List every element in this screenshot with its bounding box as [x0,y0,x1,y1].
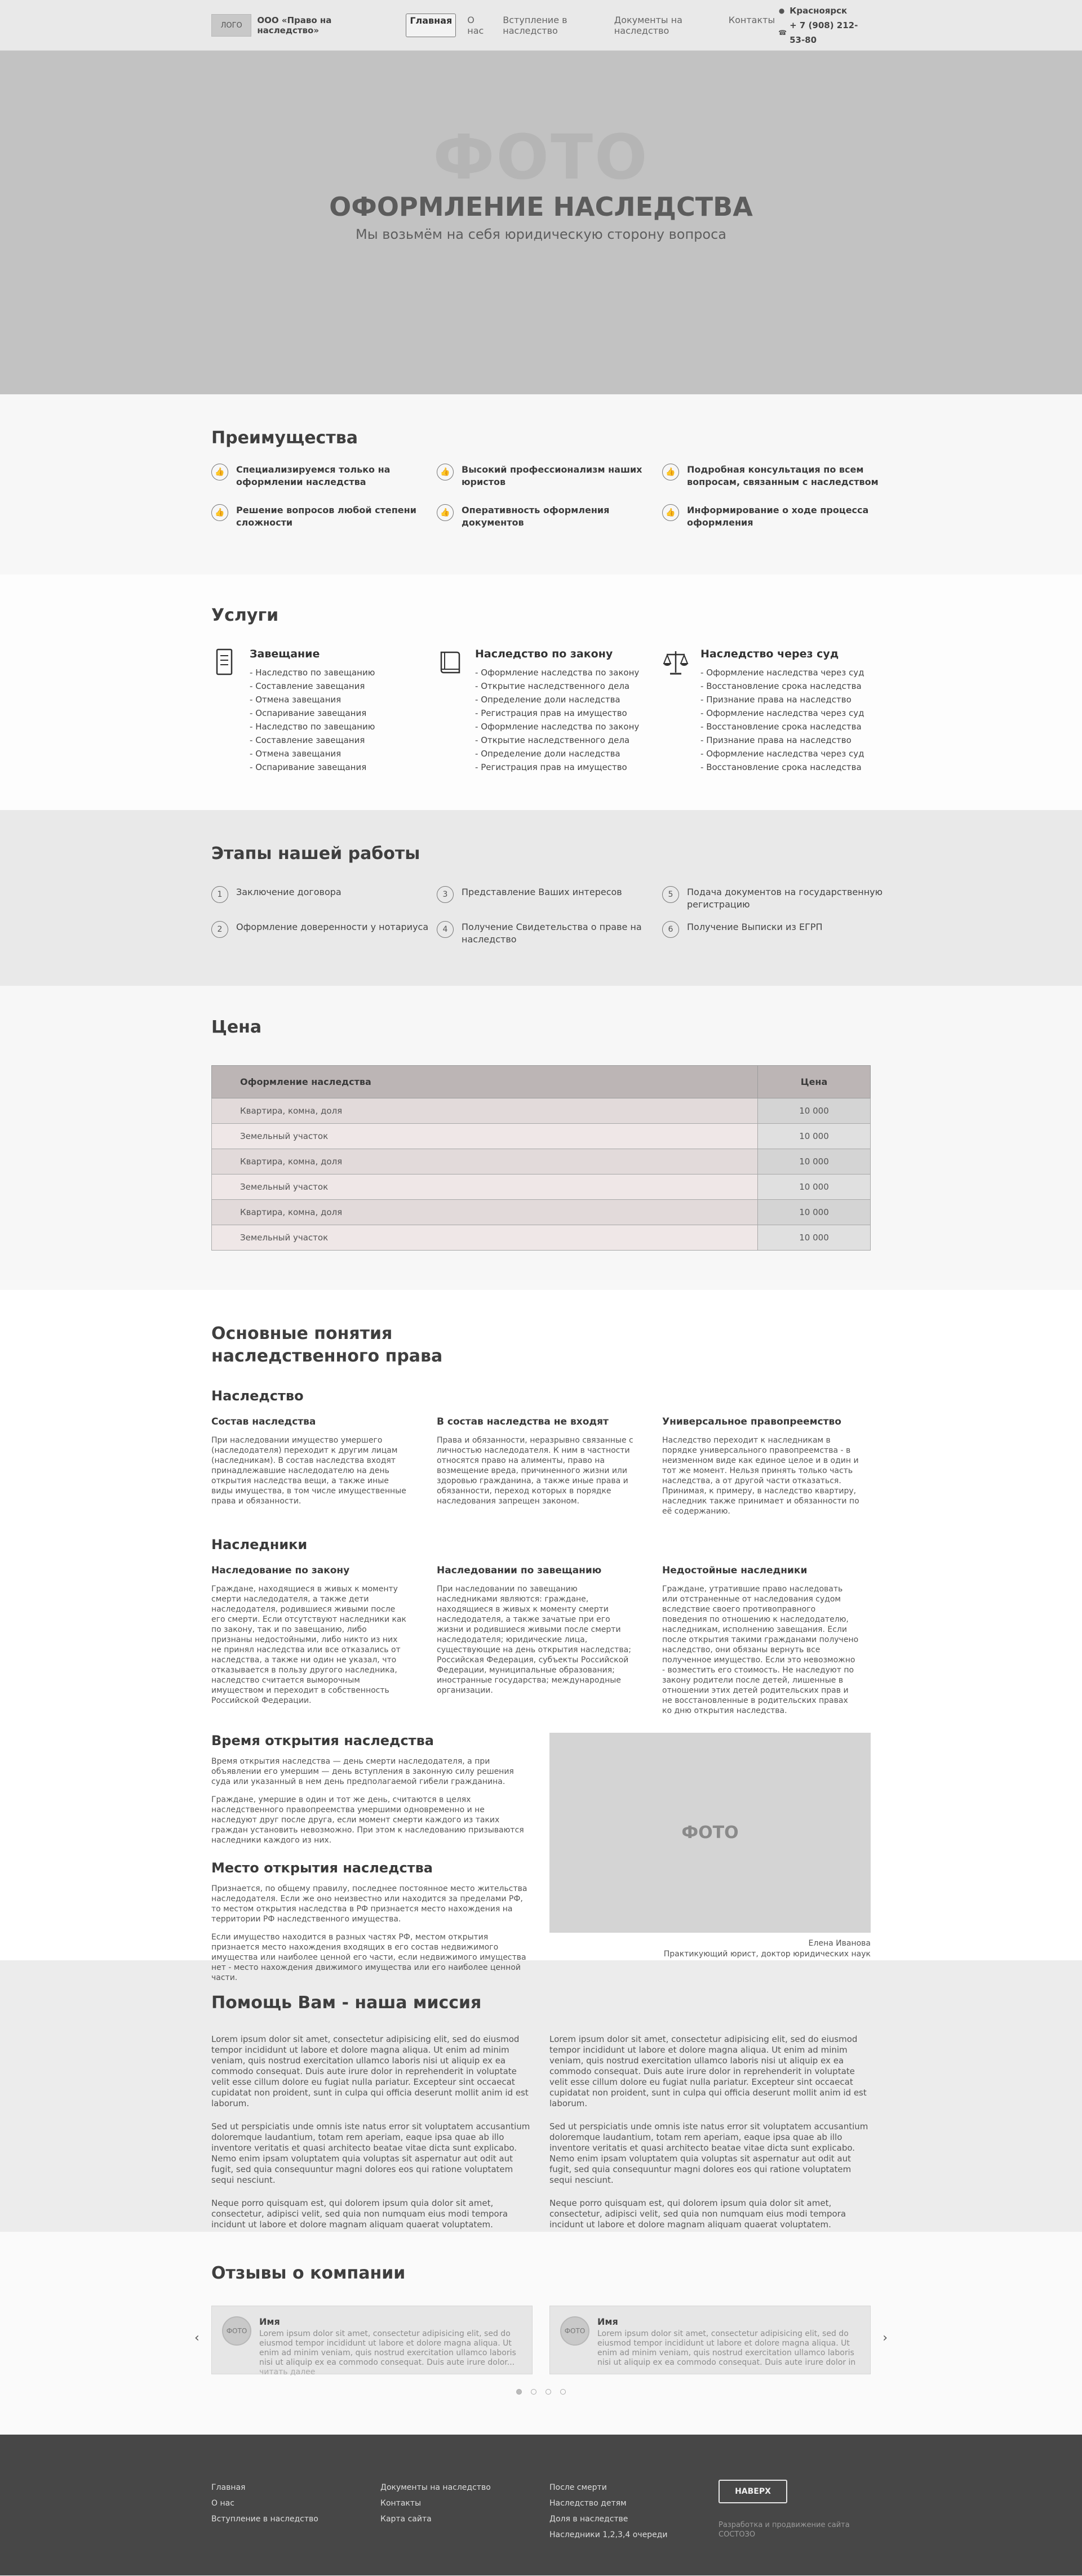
service-cell: Земельный участок [212,1174,758,1200]
concepts-title: Основные понятия наследственного права [211,1324,443,1366]
concept-text: При наследовании по завещанию наследниками являются: граждане, находящиеся в живых к моменту смерти наследодателя, а также зачатые при его жизни и родившиеся живыми после смерти наследодателя; юридические лица, существующие на день открытия наследства; Российская Федерация, субъекты Российской Федерации, муниципальные образования; иностранные государства; международные организации. [437,1585,631,1695]
phone-number[interactable]: + 7 (908) 212-53-80 [790,20,858,45]
services-title: Услуги [211,606,279,625]
hero-banner [0,51,1082,394]
carousel-next-button[interactable]: › [883,2331,888,2345]
advantage-item [211,504,437,529]
thumbs-up-icon: 👍 [662,464,679,481]
stage-text: Получение Свидетельства о праве на наследство [462,922,642,945]
footer-link[interactable]: Вступление в наследство [211,2515,318,2524]
review-card [211,2306,533,2377]
price-cell: 10 000 [758,1098,871,1124]
footer-link[interactable]: Наследники 1,2,3,4 очереди [549,2530,668,2539]
footer-link[interactable]: Документы на наследство [380,2483,491,2492]
stage-number: 3 [437,886,454,903]
opening-time-title: Время открытия наследства [211,1733,434,1749]
price-title: Цена [211,1017,262,1037]
nav-inheritance-entry[interactable]: Вступление в наследство [503,15,567,36]
footer [0,2435,1082,2575]
footer-column [549,2480,719,2543]
stage-text: Получение Выписки из ЕГРП [687,922,823,932]
read-more-link[interactable]: читать далее [259,2368,316,2377]
price-cell: 10 000 [758,1149,871,1174]
concept-heading: Наследовании по завещанию [437,1565,602,1576]
table-row [212,1149,871,1174]
scroll-top-button[interactable]: НАВЕРХ [719,2480,787,2503]
stage-number: 1 [211,886,228,903]
service-link[interactable]: - Отмена завещания [250,695,342,705]
stage-text: Заключение договора [236,887,342,897]
footer-column [380,2480,549,2543]
carousel-dot[interactable] [560,2389,566,2395]
nav-home[interactable]: Главная [406,14,456,37]
concept-block [437,1565,662,1716]
carousel-dot[interactable] [546,2389,551,2395]
review-text: Lorem ipsum dolor sit amet, consectetur adipisicing elit, sed do eiusmod tempor incididunt ut labore et dolore magna aliqua. Ut enim ad minim veniam, quis nostrud exercitation ullamco laboris nisi ut aliquip ex ea commodo consequat. Duis aute irure dolor... [259,2329,516,2367]
lawyer-photo-block [549,1733,871,1983]
service-link[interactable]: - Признание права на наследство [700,735,852,745]
concept-heading: Недостойные наследники [662,1565,808,1576]
mission-paragraph: Neque porro quisquam est, qui dolorem ipsum quia dolor sit amet, consectetur, adipisci velit, sed quia non numquam eius modi tempora incidunt ut labore et dolore magnam aliquam quaerat voluptatem. [211,2198,508,2230]
service-cell: Земельный участок [212,1225,758,1251]
mission-left-column [211,2034,533,2243]
service-cell: Квартира, комна, доля [212,1098,758,1124]
opening-time-text: Время открытия наследства — день смерти наследодателя, а при объявлении его умершим — день вступления в законную силу решения суда или указанный в нем день предполагаемой гибели гражданина. [211,1757,514,1786]
service-link[interactable]: - Составление завещания [250,735,365,745]
service-cell: Земельный участок [212,1124,758,1149]
main-nav [406,14,778,37]
advantage-item [662,464,888,488]
service-link[interactable]: - Восстановление срока наследства [700,681,862,691]
lawyer-role: Практикующий юрист, доктор юридических наук [663,1950,871,1959]
concept-text: Граждане, утратившие право наследовать или отстраненные от наследования судом вследствие своего противоправного поведения по отношению к наследодателю, наследникам, исполнению завещания. Если после открытия такими гражданами получено наследство, они обязаны вернуть все полученное имущество. Если это невозможно - возместить его стоимость. Не наследуют по закону родители после детей, лишенные в отношении этих детей родительских прав и не восстановленные в родительских правах ко дню открытия наследства. [662,1585,859,1715]
footer-link[interactable]: После смерти [549,2483,607,2492]
carousel-dot[interactable] [516,2389,522,2395]
mission-right-column [549,2034,871,2243]
footer-column [211,2480,380,2543]
scales-icon [662,648,689,677]
developer-credit[interactable]: Разработка и продвижение сайта СОСТОЗО [719,2521,850,2539]
advantage-item [437,464,662,488]
service-link[interactable]: - Составление завещания [250,681,365,691]
concepts-section [0,1290,1082,1982]
stage-item [211,921,437,956]
service-link[interactable]: - Открытие наследственного дела [475,681,630,691]
review-author: Имя [259,2316,280,2327]
concept-block [211,1565,437,1716]
advantage-text: Оперативность оформления документов [462,505,610,528]
reviews-section [0,2232,1082,2435]
column-header-price: Цена [758,1066,871,1098]
advantage-text: Решение вопросов любой степени сложности [236,505,416,528]
mission-paragraph: Neque porro quisquam est, qui dolorem ipsum quia dolor sit amet, consectetur, adipisci velit, sed quia non numquam eius modi tempora incidunt ut labore et dolore magnam aliquam quaerat voluptatem. [549,2198,846,2230]
city: Красноярск [790,6,848,16]
footer-link[interactable]: О нас [211,2499,234,2508]
stage-number: 5 [662,886,679,903]
price-cell: 10 000 [758,1174,871,1200]
service-link[interactable]: - Оформление наследства через суд [700,708,864,718]
price-table [211,1065,871,1251]
table-header-row [212,1066,871,1098]
inheritance-subtitle: Наследство [211,1388,304,1404]
table-row [212,1200,871,1225]
thumbs-up-icon: 👍 [662,504,679,521]
stage-item [437,886,662,921]
stage-number: 2 [211,921,228,938]
advantage-text: Подробная консультация по всем вопросам, связанным с наследством [687,464,879,487]
mission-paragraph: Lorem ipsum dolor sit amet, consectetur adipisicing elit, sed do eiusmod tempor incididunt ut labore et dolore magna aliqua. Ut enim ad minim veniam, quis nostrud exercitation ullamco laboris nisi ut aliquip ex ea commodo consequat. Duis aute irure dolor in reprehenderit in voluptate velit esse cillum dolore eu fugiat nulla pariatur. Excepteur sint occaecat cupidatat non proident, sunt in culpa qui officia deserunt mollit anim id est laborum. [211,2034,529,2108]
advantage-text: Специализируемся только на оформлении наследства [236,464,391,487]
heirs-subtitle: Наследники [211,1537,308,1552]
service-link[interactable]: - Оспаривание завещания [250,762,367,772]
service-title[interactable]: Завещание [250,648,320,660]
service-link[interactable]: - Наследство по завещанию [250,722,375,732]
advantage-item [662,504,888,529]
service-link[interactable]: - Регистрация прав на имущество [475,708,627,718]
service-link[interactable]: - Отмена завещания [250,749,342,759]
hero-title: ОФОРМЛЕНИЕ НАСЛЕДСТВА [329,192,753,222]
stage-item [211,886,437,921]
service-link[interactable]: - Оформление наследства по закону [475,668,640,678]
reviews-title: Отзывы о компании [211,2263,406,2283]
book-icon [437,648,464,677]
review-card [549,2306,871,2374]
photo-placeholder: ФОТО [549,1733,871,1933]
advantages-section [0,394,1082,575]
document-icon [211,648,238,677]
nav-about[interactable]: О нас [467,15,484,36]
column-header-service: Оформление наследства [212,1066,758,1098]
opening-place-text: Признается, по общему правилу, последнее постоянное место жительства наследодателя. Если же оно неизвестно или находится за пределами РФ, то местом открытия наследства в РФ признается место нахождения на территории РФ наследственного имущества. [211,1884,527,1924]
stage-text: Оформление доверенности у нотариуса [236,922,429,932]
thumbs-up-icon: 👍 [437,464,454,481]
concept-block [211,1416,437,1516]
avatar: ФОТО [222,2316,251,2346]
service-by-law [437,648,662,774]
table-row [212,1124,871,1149]
service-cell: Квартира, комна, доля [212,1200,758,1225]
review-text: Lorem ipsum dolor sit amet, consectetur adipisicing elit, sed do eiusmod tempor incididunt ut labore et dolore magna aliqua. Ut enim ad minim veniam, quis nostrud exercitation ullamco laboris nisi ut aliquip ex ea commodo consequat. Duis aute irure dolor in [597,2329,856,2367]
carousel-prev-button[interactable]: ‹ [194,2331,199,2345]
concept-text: Наследство переходит к наследникам в порядке универсального правопреемства - в неизменном виде как единое целое и в один и тот же момент. Нельзя принять только часть наследства, а от другой части отказаться. Принимая, к примеру, в наследство квартиру, наследник также принимает и обязанности по её содержанию. [662,1436,859,1516]
mission-paragraph: Lorem ipsum dolor sit amet, consectetur adipisicing elit, sed do eiusmod tempor incididunt ut labore et dolore magna aliqua. Ut enim ad minim veniam, quis nostrud exercitation ullamco laboris nisi ut aliquip ex ea commodo consequat. Duis aute irure dolor in reprehenderit in voluptate velit esse cillum dolore eu fugiat nulla pariatur. Excepteur sint occaecat cupidatat non proident, sunt in culpa qui officia deserunt mollit anim id est laborum. [549,2034,867,2108]
phone-icon: ☎ [778,29,787,37]
advantage-item [211,464,437,488]
avatar: ФОТО [560,2316,589,2346]
stage-text: Представление Ваших интересов [462,887,622,897]
photo-caption [549,1938,871,1960]
concept-block [662,1565,888,1716]
nav-documents[interactable]: Документы на наследство [614,15,682,36]
service-link[interactable]: - Открытие наследственного дела [475,735,630,745]
concept-heading: В состав наследства не входят [437,1416,609,1427]
mission-section [0,1960,1082,2232]
carousel-dots [211,2389,871,2395]
footer-link[interactable]: Карта сайта [380,2515,432,2524]
service-link[interactable]: - Определение доли наследства [475,749,620,759]
advantages-title: Преимущества [211,428,358,448]
footer-link[interactable]: Главная [211,2483,246,2492]
concept-text: При наследовании имущество умершего (наследодателя) переходит к другим лицам (наследникам). В состав наследства входят принадлежавшие наследодателю на день открытия наследства вещи, а также иные виды имущества, в том числе имущественные права и обязанности. [211,1436,406,1506]
concept-heading: Состав наследства [211,1416,316,1427]
services-section [0,575,1082,810]
lawyer-name: Елена Иванова [808,1939,871,1948]
stage-item [662,921,888,956]
stage-number: 4 [437,921,454,938]
concept-block [437,1416,662,1516]
service-will [211,648,437,774]
logo[interactable]: ЛОГО [211,14,251,37]
service-cell: Квартира, комна, доля [212,1149,758,1174]
review-author: Имя [597,2316,618,2327]
location-pin-icon: ● [778,7,785,15]
stage-item [662,886,888,921]
table-row [212,1174,871,1200]
service-link[interactable]: - Признание права на наследство [700,695,852,705]
stage-item [437,921,662,956]
service-title[interactable]: Наследство через суд [700,648,839,660]
footer-link[interactable]: Наследство детям [549,2499,627,2508]
thumbs-up-icon: 👍 [211,464,228,481]
thumbs-up-icon: 👍 [437,504,454,521]
service-link[interactable]: - Определение доли наследства [475,695,620,705]
opening-place-text: Если имущество находится в разных частях РФ, местом открытия признается место нахождения входящих в его состав недвижимого имущества или наиболее ценной его части, если недвижимого имущества нет - место нахождения движимого имущества или его наиболее ценной части. [211,1933,526,1982]
service-link[interactable]: - Оформление наследства через суд [700,749,864,759]
price-section [0,986,1082,1290]
concept-heading: Наследование по закону [211,1565,350,1576]
stages-title: Этапы нашей работы [211,844,420,864]
concept-heading: Универсальное правопреемство [662,1416,841,1427]
opening-info [211,1733,533,1983]
stages-section [0,810,1082,986]
service-title[interactable]: Наследство по закону [475,648,613,660]
service-link[interactable]: - Оформление наследства по закону [475,722,640,732]
table-row [212,1225,871,1251]
price-cell: 10 000 [758,1225,871,1251]
stage-text: Подача документов на государственную регистрацию [687,887,883,910]
concept-text: Граждане, находящиеся в живых к моменту смерти наследодателя, а также дети наследодателя, родившиеся живыми после его смерти. Если отсутствуют наследники как по закону, так и по завещанию, либо признаны недостойными, либо никто из них не принял наследства или все отказались от наследства, а также ни один не указал, что отказывается в пользу другого наследника, наследство считается выморочным имуществом и переходит в собственность Российской Федерации. [211,1585,406,1705]
advantage-item [437,504,662,529]
footer-link[interactable]: Контакты [380,2499,422,2508]
service-link[interactable]: - Оформление наследства через суд [700,668,864,678]
stage-number: 6 [662,921,679,938]
header [0,0,1082,51]
nav-contacts[interactable]: Контакты [728,15,775,25]
opening-time-text: Граждане, умершие в один и тот же день, считаются в целях наследственного правопреемства умершими одновременно и не наследуют друг после друга, если момент смерти каждого из таких граждан установить невозможно. При этом к наследованию призываются наследники каждого из них. [211,1795,524,1845]
advantage-text: Информирование о ходе процесса оформления [687,505,869,528]
service-link[interactable]: - Регистрация прав на имущество [475,762,627,772]
service-link[interactable]: - Оспаривание завещания [250,708,367,718]
hero-subtitle: Мы возьмём на себя юридическую сторону вопроса [355,226,727,242]
advantage-text: Высокий профессионализм наших юристов [462,464,642,487]
service-court [662,648,888,774]
service-link[interactable]: - Восстановление срока наследства [700,762,862,772]
concept-block [662,1416,888,1516]
carousel-dot[interactable] [531,2389,536,2395]
header-contacts [778,3,871,47]
footer-link[interactable]: Доля в наследстве [549,2515,628,2524]
price-cell: 10 000 [758,1124,871,1149]
concept-text: Права и обязанности, неразрывно связанные с личностью наследодателя. К ним в частности относятся право на алименты, право на возмещение вреда, причиненного жизни или здоровью гражданина, а также иные права и обязанности, переход которых в порядке наследования запрещен законом. [437,1436,633,1506]
service-link[interactable]: - Восстановление срока наследства [700,722,862,732]
mission-paragraph: Sed ut perspiciatis unde omnis iste natus error sit voluptatem accusantium doloremque laudantium, totam rem aperiam, eaque ipsa quae ab illo inventore veritatis et quasi architecto beatae vitae dicta sunt explicabo. Nemo enim ipsam voluptatem quia voluptas sit aspernatur aut odit aut fugit, sed quia consequuntur magni dolores eos qui ratione voluptatem sequi nesciunt. [211,2121,530,2185]
price-cell: 10 000 [758,1200,871,1225]
mission-title: Помощь Вам - наша миссия [211,1993,482,2013]
hero-photo-placeholder: ФОТО [433,121,649,193]
thumbs-up-icon: 👍 [211,504,228,521]
service-link[interactable]: - Наследство по завещанию [250,668,375,678]
company-name: ООО «Право на наследство» [257,15,332,35]
opening-place-title: Место открытия наследства [211,1860,433,1876]
mission-paragraph: Sed ut perspiciatis unde omnis iste natus error sit voluptatem accusantium doloremque laudantium, totam rem aperiam, eaque ipsa quae ab illo inventore veritatis et quasi architecto beatae vitae dicta sunt explicabo. Nemo enim ipsam voluptatem quia voluptas sit aspernatur aut odit aut fugit, sed quia consequuntur magni dolores eos qui ratione voluptatem sequi nesciunt. [549,2121,868,2185]
table-row [212,1098,871,1124]
